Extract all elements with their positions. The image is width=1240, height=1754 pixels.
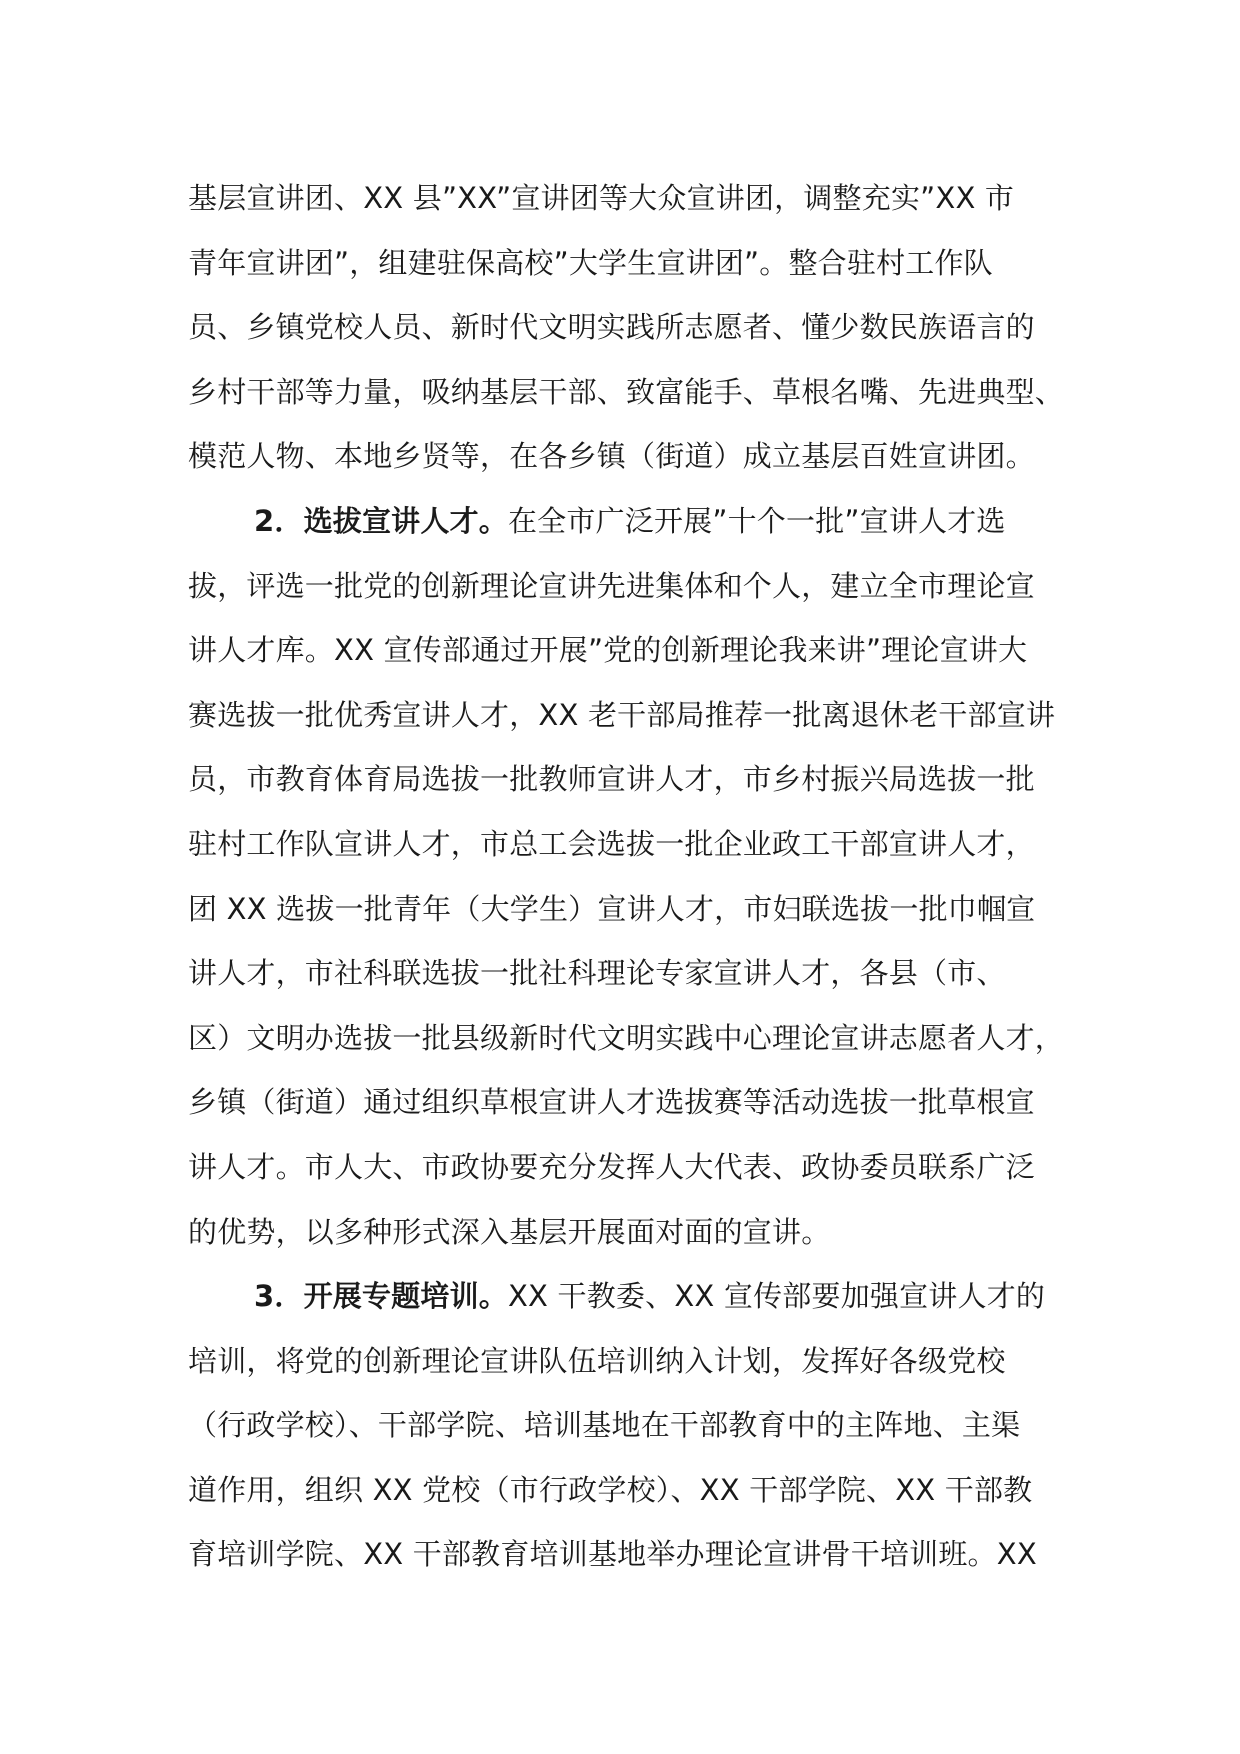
section-2-first-text: 在全市广泛开展”十个一批”宣讲人才选 <box>507 503 1006 538</box>
body-line: 讲人才。市人大、市政协要充分发挥人大代表、政协委员联系广泛 <box>188 1149 1035 1184</box>
body-line: 拔，评选一批党的创新理论宣讲先进集体和个人，建立全市理论宣 <box>188 568 1035 603</box>
body-line: 育培训学院、XX 干部教育培训基地举办理论宣讲骨干培训班。XX <box>188 1537 1037 1572</box>
body-line: 基层宣讲团、XX 县”XX”宣讲团等大众宣讲团，调整充实”XX 市 <box>188 181 1015 215</box>
section-3-first-text: XX 干教委、XX 宣传部要加强宣讲人才的 <box>507 1279 1046 1314</box>
body-line: 区）文明办选拔一批县级新时代文明实践中心理论宣讲志愿者人才， <box>188 1020 1065 1055</box>
body-line: 赛选拔一批优秀宣讲人才，XX 老干部局推荐一批离退休老干部宣讲 <box>188 697 1056 732</box>
body-line: 乡村干部等力量，吸纳基层干部、致富能手、草根名嘴、先进典型、 <box>188 374 1065 409</box>
body-line: 讲人才，市社科联选拔一批社科理论专家宣讲人才，各县（市、 <box>188 956 1006 991</box>
body-line: 培训，将党的创新理论宣讲队伍培训纳入计划，发挥好各级党校 <box>188 1343 1006 1378</box>
section-2-first-line <box>188 489 1078 554</box>
section-3-first-line <box>188 1264 1078 1329</box>
body-line: （行政学校）、干部学院、培训基地在干部教育中的主阵地、主渠 <box>188 1408 1021 1443</box>
body-line: 乡镇（街道）通过组织草根宣讲人才选拔赛等活动选拔一批草根宣 <box>188 1085 1035 1120</box>
body-line: 员、乡镇党校人员、新时代文明实践所志愿者、懂少数民族语言的 <box>188 310 1035 345</box>
body-line: 青年宣讲团”，组建驻保高校”大学生宣讲团”。整合驻村工作队 <box>188 245 993 280</box>
section-2-heading: 2．选拔宣讲人才。 <box>254 503 508 538</box>
body-line: 道作用，组织 XX 党校（市行政学校）、XX 干部学院、XX 干部教 <box>188 1472 1033 1507</box>
body-line: 驻村工作队宣讲人才，市总工会选拔一批企业政工干部宣讲人才， <box>188 826 1035 861</box>
body-line: 模范人物、本地乡贤等，在各乡镇（街道）成立基层百姓宣讲团。 <box>188 439 1035 474</box>
body-line: 的优势，以多种形式深入基层开展面对面的宣讲。 <box>188 1214 831 1249</box>
body-line: 讲人才库。XX 宣传部通过开展”党的创新理论我来讲”理论宣讲大 <box>188 633 1028 668</box>
document-body <box>188 166 1078 1587</box>
section-3-heading: 3．开展专题培训。 <box>254 1279 508 1314</box>
body-line: 团 XX 选拔一批青年（大学生）宣讲人才，市妇联选拔一批巾帼宣 <box>188 891 1036 926</box>
body-line: 员，市教育体育局选拔一批教师宣讲人才，市乡村振兴局选拔一批 <box>188 762 1035 797</box>
